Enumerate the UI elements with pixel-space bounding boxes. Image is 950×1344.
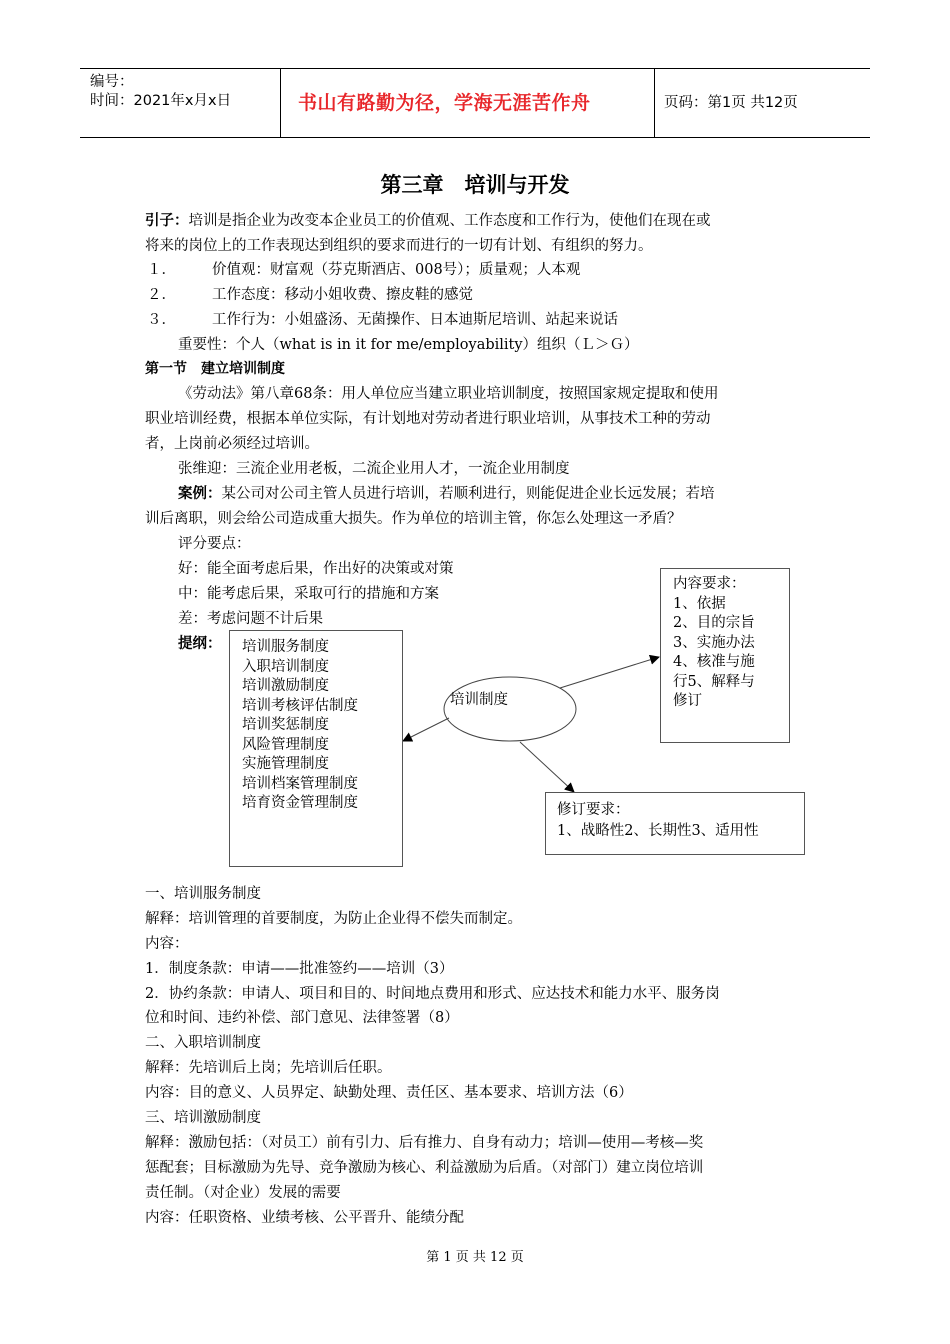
header-number-label: 编号： (90, 74, 134, 90)
system-item: 培训奖惩制度 (242, 717, 329, 733)
explanation: 解释：先培训后上岗；先培训后任职。 (145, 1060, 392, 1076)
center-ellipse (444, 677, 576, 741)
revise-req-item: 修订要求： (557, 802, 630, 818)
page-footer: 第 1 页 共 12 页 (426, 1250, 524, 1265)
content-req-item: 3、实施办法 (673, 634, 755, 651)
system-item: 培训档案管理制度 (242, 775, 358, 792)
section-heading: 第一节 建立培训制度 (145, 361, 285, 377)
law-line: 《劳动法》第八章68条：用人单位应当建立职业培训制度，按照国家规定提取和使用 (178, 386, 719, 402)
content-req-item: 1、依据 (673, 595, 726, 612)
intro-item-number: １． (147, 262, 176, 278)
intro-item-text: 工作行为：小姐盛汤、无菌操作、日本迪斯尼培训、站起来说话 (212, 312, 618, 328)
scoring-item: 中：能考虑后果，采取可行的措施和方案 (178, 586, 439, 602)
intro-line-2: 将来的岗位上的工作表现达到组织的要求而进行的一切有计划、有组织的努力。 (145, 238, 653, 254)
center-label: 培训制度 (450, 692, 508, 708)
revise-req-item: 1、战略性2、长期性3、适用性 (557, 823, 759, 839)
explanation: 解释：培训管理的首要制度，为防止企业得不偿失而制定。 (145, 911, 522, 927)
explanation: 解释：激励包括：（对员工）前有引力、后有推力、自身有动力；培训—使用—考核—奖 (145, 1135, 704, 1151)
intro-item-text: 工作态度：移动小姐收费、擦皮鞋的感觉 (212, 287, 473, 303)
system-item: 培训服务制度 (242, 639, 329, 655)
content-req-item: 2、目的宗旨 (673, 615, 755, 631)
content-item: 位和时间、违约补偿、部门意见、法律签署（8） (145, 1010, 459, 1026)
case-label: 案例： (178, 486, 222, 502)
system-item: 实施管理制度 (242, 756, 329, 772)
intro-item-text: 价值观：财富观（芬克斯酒店、008号）；质量观；人本观 (212, 262, 581, 278)
case-text: 某公司对公司主管人员进行培训，若顺利进行，则能促进企业长远发展；若培 (221, 486, 715, 502)
header-page-info: 页码：第1页 共12页 (664, 95, 798, 111)
intro-item-number: ２． (147, 287, 176, 303)
content-line: 内容：目的意义、人员界定、缺勤处理、责任区、基本要求、培训方法（6） (145, 1085, 633, 1101)
system-item: 培训激励制度 (242, 678, 329, 694)
law-line: 职业培训经费，根据本单位实际，有计划地对劳动者进行职业培训，从事技术工种的劳动 (145, 411, 711, 427)
content-req-item: 内容要求： (673, 576, 746, 592)
system-item: 培训考核评估制度 (242, 697, 358, 714)
content-item: 2．协约条款：申请人、项目和目的、时间地点费用和形式、应达技术和能力水平、服务岗 (145, 986, 720, 1002)
content-req-item: 修订 (673, 693, 702, 709)
scoring-item: 好：能全面考虑后果，作出好的决策或对策 (178, 561, 454, 577)
outline-label: 提纲： (178, 636, 222, 652)
content-requirements-box (660, 568, 790, 743)
content-item: 1．制度条款：申请——批准签约——培训（3） (145, 961, 454, 977)
intro-item-number: ３． (147, 312, 176, 328)
quote-line: 张维迎：三流企业用老板，二流企业用人才，一流企业用制度 (178, 461, 570, 477)
header-time: 时间：2021年x月x日 (90, 93, 232, 109)
header-motto: 书山有路勤为径，学海无涯苦作舟 (298, 92, 591, 114)
subsection-title: 二、入职培训制度 (145, 1035, 261, 1051)
system-item: 风险管理制度 (242, 736, 329, 753)
explanation: 惩配套；目标激励为先导、竞争激励为核心、利益激励为后盾。（对部门）建立岗位培训 (145, 1160, 704, 1176)
scoring-item: 差：考虑问题不计后果 (178, 611, 323, 627)
subsection-title: 一、培训服务制度 (145, 886, 261, 902)
arrow-to-revise-req (520, 742, 574, 792)
content-line: 内容：任职资格、业绩考核、公平晋升、能绩分配 (145, 1210, 464, 1226)
intro-text: 培训是指企业为改变本企业员工的价值观、工作态度和工作行为，使他们在现在或 (188, 213, 711, 229)
systems-box (229, 630, 403, 867)
chapter-title: 第三章 培训与开发 (380, 173, 570, 197)
content-req-item: 4、核准与施 (673, 654, 755, 670)
explanation: 责任制。（对企业）发展的需要 (145, 1185, 341, 1201)
arrow-to-systems (403, 718, 449, 741)
case-line-2: 训后离职，则会给公司造成重大损失。作为单位的培训主管，你怎么处理这一矛盾？ (145, 511, 682, 527)
content-req-item: 行5、解释与 (673, 673, 755, 690)
importance-line: 重要性：个人（what is in it for me/employability）组织（Ｌ＞Ｇ） (178, 337, 639, 353)
system-item: 培育资金管理制度 (242, 795, 358, 811)
intro-label: 引子： (145, 213, 189, 229)
law-line: 者，上岗前必须经过培训。 (145, 436, 319, 452)
revision-requirements-box (545, 792, 805, 855)
system-item: 入职培训制度 (242, 658, 329, 675)
scoring-title: 评分要点： (178, 536, 251, 552)
arrow-to-content-req (560, 657, 659, 688)
subsection-title: 三、培训激励制度 (145, 1110, 261, 1126)
content-label: 内容： (145, 936, 189, 952)
